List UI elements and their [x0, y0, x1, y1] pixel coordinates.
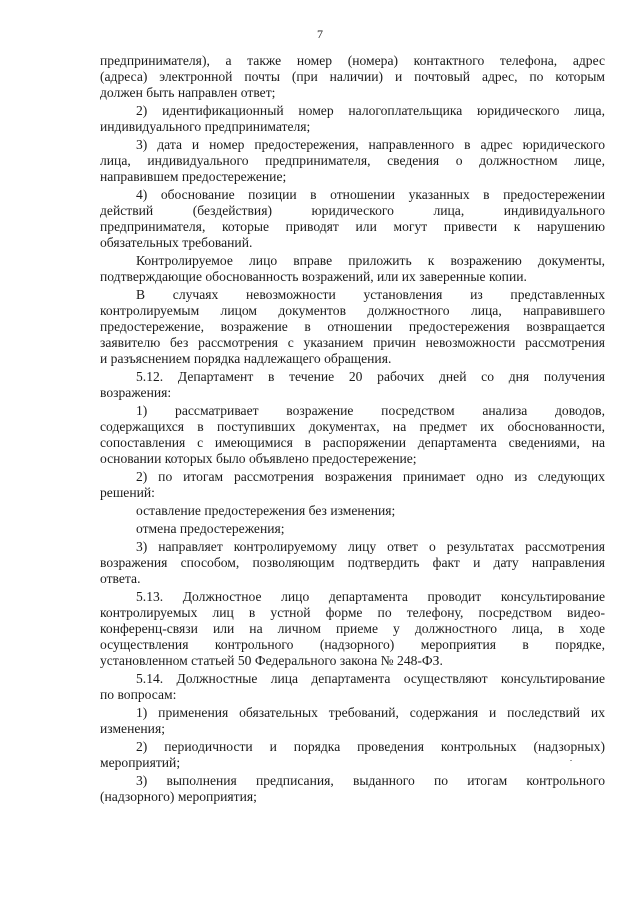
text-line: решений: — [100, 485, 155, 500]
text-line: 1) применения обязательных требований, содержания и последствий их — [136, 705, 605, 720]
text-line: направившем предостережение; — [100, 169, 287, 184]
text-line: изменения; — [100, 721, 165, 736]
text-line: возражения способом, позволяющим подтвердить факт и дату направления — [100, 555, 605, 570]
text-line: ответа. — [100, 571, 141, 586]
text-line: мероприятий; — [100, 755, 181, 770]
text-line: 2) периодичности и порядка проведения контрольных (надзорных) — [136, 739, 605, 754]
text-line: 5.13. Должностное лицо департамента проводит консультирование — [136, 589, 605, 604]
text-line: установленном статьей 50 Федерального закона № 248-ФЗ. — [100, 653, 443, 668]
text-line: по вопросам: — [100, 687, 177, 702]
text-line: и разъяснением порядка надлежащего обращения. — [100, 351, 392, 366]
page-number: 7 — [317, 27, 323, 41]
text-line: (надзорного) мероприятия; — [100, 789, 257, 804]
document-body — [100, 53, 605, 805]
text-line: сопоставления с имеющимися в распоряжении департамента сведениями, на — [100, 435, 605, 450]
text-line: 3) выполнения предписания, выданного по итогам контрольного — [136, 773, 605, 788]
text-line: 5.12. Департамент в течение 20 рабочих дней со дня получения — [136, 369, 605, 384]
text-line: предпринимателя, которые приводят или могут привести к нарушению — [100, 219, 605, 234]
text-line: (адреса) электронной почты (при наличии) и почтовый адрес, по которым — [100, 69, 605, 84]
text-line: лица, индивидуального предпринимателя, сведения о должностном лице, — [100, 153, 605, 168]
text-line: отмена предостережения; — [136, 521, 285, 536]
text-line: содержащихся в поступивших документах, на предмет их обоснованности, — [100, 419, 605, 434]
text-line: 5.14. Должностные лица департамента осуществляют консультирование — [136, 671, 605, 686]
text-line: предпринимателя), а также номер (номера) контактного телефона, адрес — [100, 53, 605, 68]
text-line: подтверждающие обоснованность возражений, или их заверенные копии. — [100, 269, 527, 284]
text-line: Контролируемое лицо вправе приложить к возражению документы, — [136, 253, 605, 268]
text-line: 3) дата и номер предостережения, направленного в адрес юридического — [136, 137, 605, 152]
text-line: контролируемых лиц в устной форме по телефону, посредством видео- — [100, 605, 605, 620]
text-line: 2) по итогам рассмотрения возражения принимает одно из следующих — [136, 469, 605, 484]
text-line: 3) направляет контролируемому лицу ответ о результатах рассмотрения — [136, 539, 605, 554]
text-line: предостережение, возражение в отношении предостережения возвращается — [100, 319, 605, 334]
text-line: В случаях невозможности установления из представленных — [136, 287, 605, 302]
text-line: конференц-связи или на личном приеме у должностного лица, в ходе — [100, 621, 605, 636]
text-line: возражения: — [100, 385, 172, 400]
text-line: 1) рассматривает возражение посредством анализа доводов, — [136, 403, 605, 418]
text-line: индивидуального предпринимателя; — [100, 119, 311, 134]
text-line: обязательных требований. — [100, 235, 253, 250]
text-line: действий (бездействия) юридического лица, индивидуального — [100, 203, 605, 218]
text-line: контролируемым лицом документов должностного лица, направившего — [100, 303, 605, 318]
text-line: 4) обоснование позиции в отношении указанных в предостережении — [136, 187, 605, 202]
text-line: 2) идентификационный номер налогоплательщика юридического лица, — [136, 103, 605, 118]
text-line: оставление предостережения без изменения; — [136, 503, 396, 518]
text-line: заявителю без рассмотрения с указанием причин невозможности рассмотрения — [100, 335, 605, 350]
text-line: должен быть направлен ответ; — [100, 85, 276, 100]
text-line: основании которых было объявлено предостережение; — [100, 451, 417, 466]
scan-speck — [570, 760, 572, 761]
text-line: осуществления контрольного (надзорного) мероприятия в порядке, — [100, 637, 605, 652]
